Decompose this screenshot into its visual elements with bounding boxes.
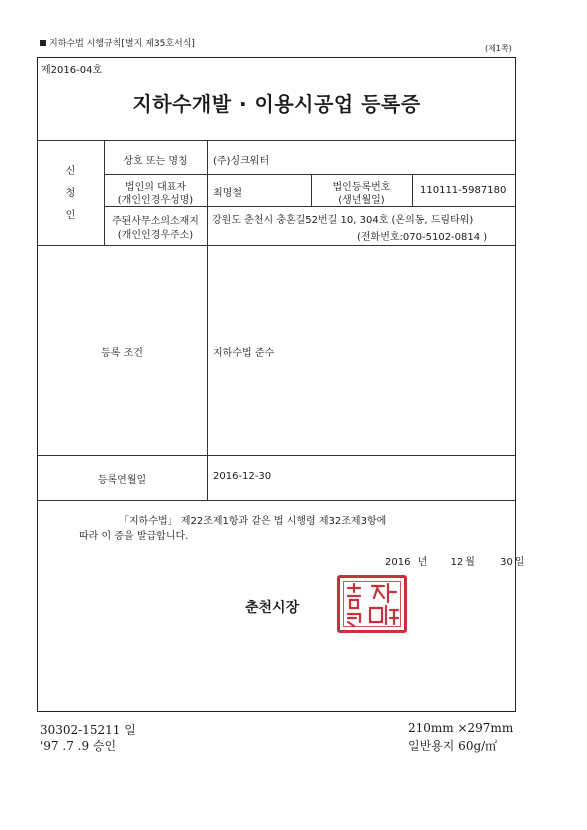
statement-line-2: 따라 이 증을 발급합니다.: [79, 531, 189, 542]
divider-applicant: [37, 245, 516, 246]
seal-pattern: [340, 578, 404, 630]
page-indicator: (제1쪽): [485, 44, 512, 53]
divider-conditions: [37, 455, 516, 456]
divider-row1: [104, 174, 516, 175]
divider-v-corp2: [412, 174, 413, 206]
rep-label-1: 법인의 대표자: [124, 182, 187, 193]
applicant-label-2: 청: [65, 188, 76, 199]
regdate-value: 2016-12-30: [213, 471, 272, 482]
rep-label-2: (개인인경우성명): [117, 195, 194, 206]
statement-line-1: 「지하수법」 제22조제1항과 같은 법 시행령 제32조제3항에: [119, 516, 387, 527]
divider-top: [37, 140, 516, 141]
corpno-value: 110111-5987180: [420, 185, 507, 196]
company-label: 상호 또는 명칭: [123, 156, 188, 167]
phone-value: (전화번호:070-5102-0814 ): [357, 232, 488, 243]
official-seal-icon: [337, 575, 407, 633]
divider-v-labels: [207, 140, 208, 500]
addr-label-1: 주된사무소의소재지: [112, 216, 199, 227]
paper-type: 일반용지 60g/㎡: [408, 739, 498, 753]
approval-date: '97 .7 .9 승인: [40, 739, 117, 753]
issue-date: 2016 년 12 월 30 일: [385, 557, 525, 568]
divider-row2: [104, 206, 516, 207]
rep-value: 최명철: [213, 188, 242, 199]
square-bullet-icon: [40, 40, 46, 46]
applicant-label-3: 인: [65, 210, 76, 221]
form-regulation: 지하수법 시행규칙[별지 제35호서식]: [40, 36, 195, 49]
addr-value: 강원도 춘천시 충혼길52번길 10, 304호 (온의동, 드림타워): [212, 215, 474, 226]
paper-size: 210mm ×297mm: [408, 721, 514, 735]
company-value: (주)싱크워터: [213, 156, 270, 167]
certificate-title: 지하수개발 · 이용시공업 등록증: [132, 92, 421, 116]
form-code: 30302-15211 일: [40, 723, 136, 737]
certificate-number: 제2016-04호: [41, 65, 103, 76]
conditions-value: 지하수법 준수: [213, 348, 275, 359]
corpno-label-2: (생년월일): [338, 195, 385, 206]
divider-regdate: [37, 500, 516, 501]
issuer-name: 춘천시장: [245, 600, 300, 616]
regdate-label: 등록연월일: [97, 475, 147, 486]
corpno-label-1: 법인등록번호: [332, 182, 391, 193]
conditions-label: 등록 조건: [101, 348, 143, 359]
addr-label-2: (개인인경우주소): [117, 230, 194, 241]
applicant-label-1: 신: [65, 166, 76, 177]
